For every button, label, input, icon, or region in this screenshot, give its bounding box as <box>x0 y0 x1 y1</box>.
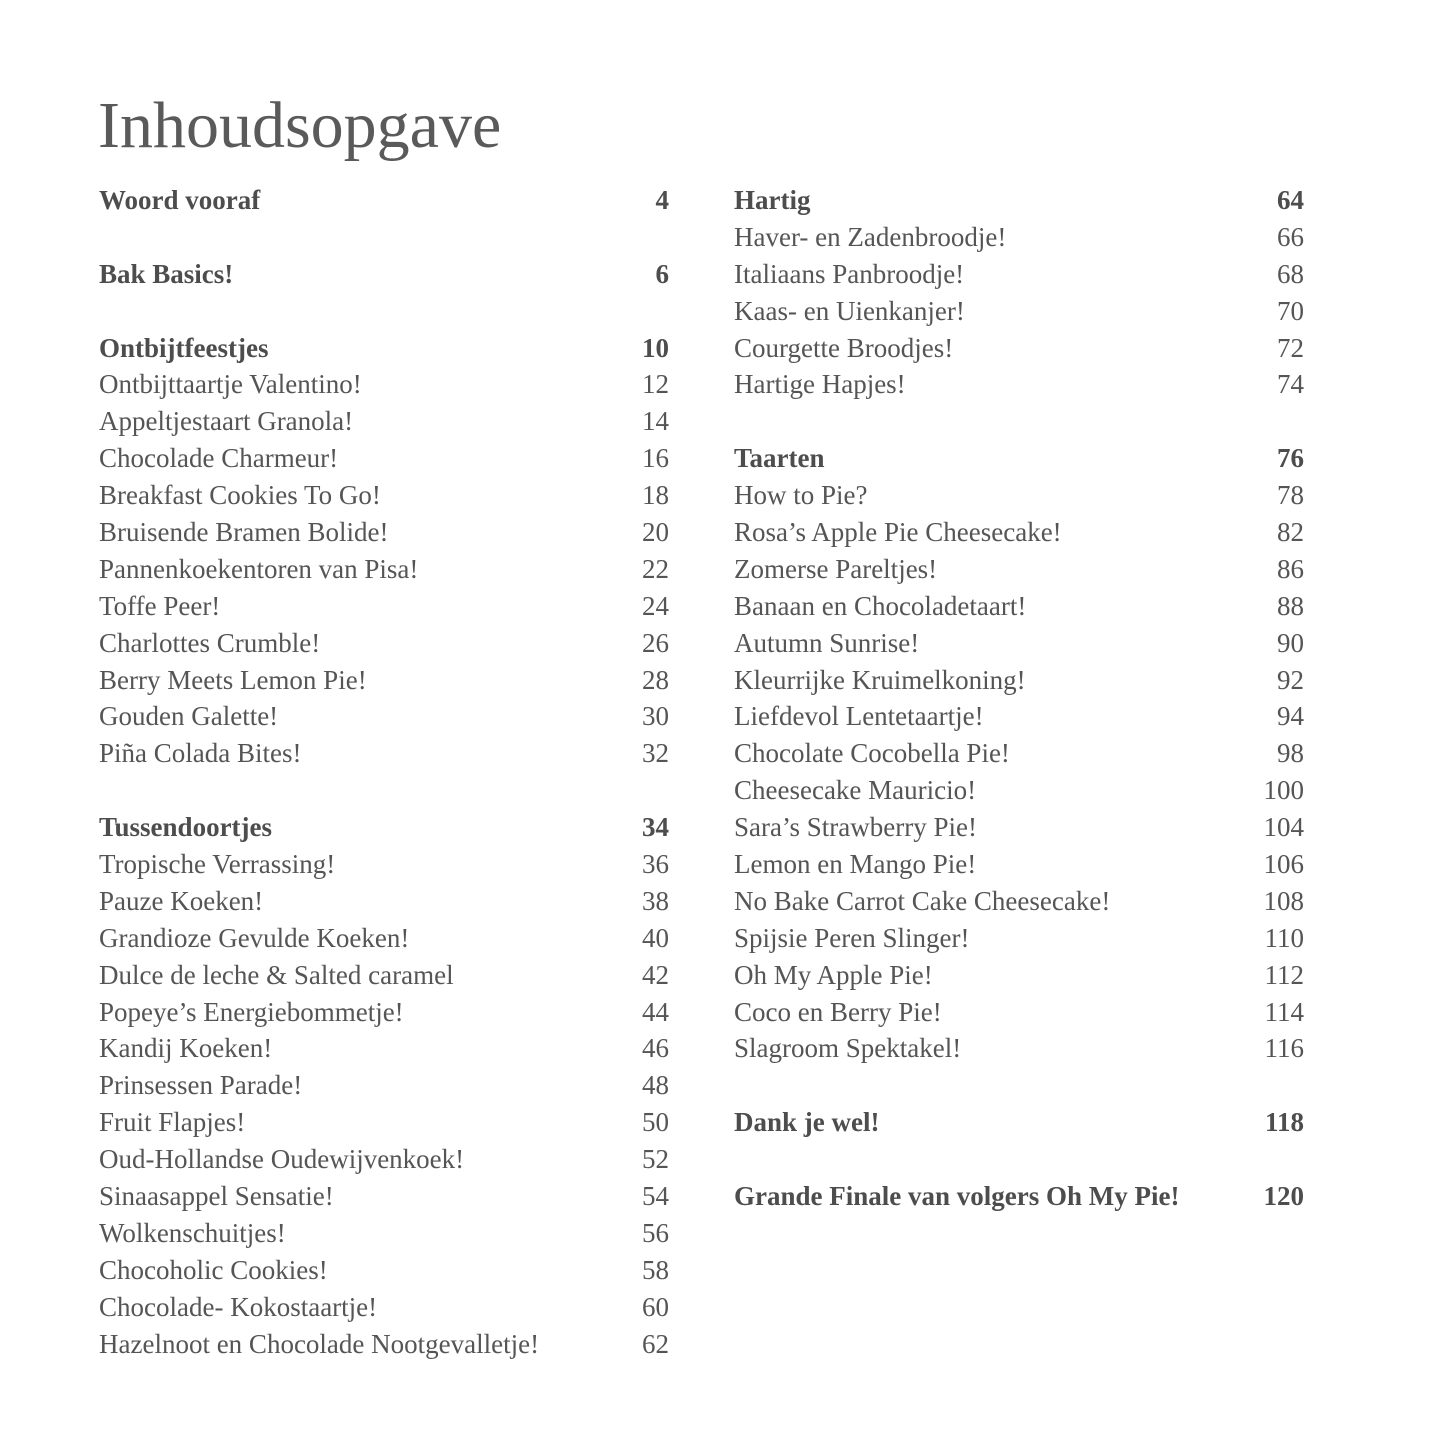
toc-entry-title: Dulce de leche & Salted caramel <box>99 959 454 990</box>
toc-page-number: 112 <box>1264 959 1304 990</box>
toc-entry-title: Bak Basics! <box>99 258 234 289</box>
toc-entry <box>99 846 669 883</box>
toc-page-number: 20 <box>642 517 669 548</box>
toc-entry <box>734 1030 1304 1067</box>
toc-entry <box>99 477 669 514</box>
toc-entry <box>99 1030 669 1067</box>
toc-page-number: 68 <box>1277 258 1304 289</box>
toc-page-number: 62 <box>642 1328 669 1359</box>
toc-entry-title: Tussendoortjes <box>99 812 273 843</box>
toc-section-heading <box>734 1104 1304 1141</box>
toc-page-number: 66 <box>1277 221 1304 252</box>
toc-entry <box>734 514 1304 551</box>
toc-page-number: 98 <box>1277 738 1304 769</box>
toc-entry <box>99 1289 669 1326</box>
toc-entry-title: Italiaans Panbroodje! <box>734 258 965 289</box>
toc-entry-title: Chocolade- Kokostaartje! <box>99 1291 378 1322</box>
toc-entry-title: Grande Finale van volgers Oh My Pie! <box>734 1181 1180 1212</box>
toc-entry-title: Bruisende Bramen Bolide! <box>99 517 389 548</box>
toc-page-number: 10 <box>642 332 669 363</box>
toc-entry <box>99 1067 669 1104</box>
toc-entry <box>99 1326 669 1363</box>
toc-section-heading <box>734 182 1304 219</box>
toc-entry-title: Rosa’s Apple Pie Cheesecake! <box>734 517 1062 548</box>
toc-entry <box>99 994 669 1031</box>
toc-page-number: 30 <box>642 701 669 732</box>
toc-page-number: 104 <box>1263 812 1304 843</box>
toc-page-number: 4 <box>655 185 669 215</box>
toc-entry-title: Tropische Verrassing! <box>99 849 336 880</box>
page-title: Inhoudsopgave <box>98 89 502 162</box>
toc-page-number: 90 <box>1277 627 1304 658</box>
toc-entry-title: Pauze Koeken! <box>99 885 264 916</box>
toc-entry <box>99 1178 669 1215</box>
toc-entry <box>734 551 1304 588</box>
toc-entry <box>734 772 1304 809</box>
toc-entry <box>99 514 669 551</box>
toc-page-number: 82 <box>1277 517 1304 548</box>
toc-entry-title: Chocolade Charmeur! <box>99 443 339 474</box>
toc-page-number: 56 <box>642 1217 669 1248</box>
toc-entry <box>734 293 1304 330</box>
toc-page-number: 92 <box>1277 664 1304 695</box>
toc-entry-title: Oud-Hollandse Oudewijvenkoek! <box>99 1144 465 1175</box>
toc-entry-title: Gouden Galette! <box>99 701 279 732</box>
toc-entry-title: Chocolate Cocobella Pie! <box>734 738 1010 769</box>
toc-page-number: 100 <box>1263 775 1304 806</box>
toc-entry-title: Sara’s Strawberry Pie! <box>734 812 977 843</box>
toc-entry-title: Cheesecake Mauricio! <box>734 775 977 806</box>
toc-entry-title: Lemon en Mango Pie! <box>734 849 977 880</box>
toc-page-number: 44 <box>642 996 669 1027</box>
toc-entry-title: Haver- en Zadenbroodje! <box>734 221 1007 252</box>
toc-entry <box>734 994 1304 1031</box>
toc-spacer <box>99 772 669 809</box>
toc-entry <box>99 588 669 625</box>
toc-page-number: 72 <box>1277 332 1304 363</box>
toc-page-number: 18 <box>642 480 669 511</box>
toc-entry <box>734 366 1304 403</box>
toc-entry <box>99 698 669 735</box>
toc-entry-title: Taarten <box>734 443 825 474</box>
toc-entry-title: Hartige Hapjes! <box>734 369 906 400</box>
toc-page-number: 34 <box>642 812 669 843</box>
toc-spacer <box>734 403 1304 440</box>
toc-entry-title: Coco en Berry Pie! <box>734 996 942 1027</box>
toc-page-number: 76 <box>1277 443 1304 474</box>
toc-page-number: 74 <box>1277 369 1304 400</box>
toc-entry-title: How to Pie? <box>734 480 868 511</box>
toc-entry <box>99 440 669 477</box>
toc-entry-title: Kandij Koeken! <box>99 1033 273 1064</box>
toc-entry-title: Chocoholic Cookies! <box>99 1254 328 1285</box>
toc-page-number: 42 <box>642 959 669 990</box>
toc-entry <box>99 1104 669 1141</box>
toc-entry-title: Dank je wel! <box>734 1107 880 1138</box>
toc-entry <box>99 1215 669 1252</box>
toc-entry-title: Courgette Broodjes! <box>734 332 954 363</box>
toc-page-number: 108 <box>1263 885 1304 916</box>
toc-entry <box>734 625 1304 662</box>
toc-entry <box>99 883 669 920</box>
toc-page-number: 58 <box>642 1254 669 1285</box>
toc-entry-title: Prinsessen Parade! <box>99 1070 303 1101</box>
toc-entry-title: Zomerse Pareltjes! <box>734 553 938 584</box>
toc-left-column <box>99 182 669 1363</box>
toc-entry <box>734 219 1304 256</box>
toc-page-number: 52 <box>642 1144 669 1175</box>
toc-entry-title: Liefdevol Lentetaartje! <box>734 701 984 732</box>
toc-entry <box>99 920 669 957</box>
toc-section-heading <box>99 330 669 367</box>
toc-spacer <box>734 1141 1304 1178</box>
toc-entry <box>734 256 1304 293</box>
toc-entry-title: Kaas- en Uienkanjer! <box>734 295 965 326</box>
toc-page-number: 14 <box>642 406 669 437</box>
toc-entry <box>734 698 1304 735</box>
toc-entry <box>99 957 669 994</box>
toc-entry-title: Sinaasappel Sensatie! <box>99 1181 334 1212</box>
toc-entry-title: Wolkenschuitjes! <box>99 1217 286 1248</box>
toc-page-number: 120 <box>1263 1181 1304 1212</box>
toc-right-column <box>734 182 1304 1215</box>
toc-section-heading <box>99 256 669 293</box>
toc-entry-title: Pannenkoekentoren van Pisa! <box>99 553 419 584</box>
toc-entry <box>734 330 1304 367</box>
toc-entry-title: Spijsie Peren Slinger! <box>734 922 970 953</box>
toc-page-number: 48 <box>642 1070 669 1101</box>
toc-entry-title: Appeltjestaart Granola! <box>99 406 354 437</box>
toc-entry-title: Grandioze Gevulde Koeken! <box>99 922 410 953</box>
toc-entry-title: Ontbijtfeestjes <box>99 332 269 363</box>
toc-page-number: 50 <box>642 1107 669 1138</box>
toc-page-number: 86 <box>1277 553 1304 584</box>
toc-page-number: 64 <box>1277 185 1304 215</box>
toc-page-number: 118 <box>1264 1107 1304 1138</box>
toc-entry <box>99 1141 669 1178</box>
toc-entry-title: Fruit Flapjes! <box>99 1107 246 1138</box>
toc-entry-title: Piña Colada Bites! <box>99 738 302 769</box>
toc-entry <box>99 1252 669 1289</box>
toc-entry-title: Kleurrijke Kruimelkoning! <box>734 664 1026 695</box>
toc-entry-title: Breakfast Cookies To Go! <box>99 480 381 511</box>
toc-entry <box>99 551 669 588</box>
toc-entry <box>99 366 669 403</box>
toc-entry-title: Hartig <box>734 185 811 215</box>
toc-page-number: 40 <box>642 922 669 953</box>
toc-section-heading <box>99 182 669 219</box>
toc-entry <box>99 662 669 699</box>
toc-entry <box>734 588 1304 625</box>
toc-page-number: 94 <box>1277 701 1304 732</box>
toc-page-number: 110 <box>1264 922 1304 953</box>
toc-entry-title: Ontbijttaartje Valentino! <box>99 369 362 400</box>
toc-entry <box>99 735 669 772</box>
toc-entry <box>734 477 1304 514</box>
toc-page-number: 22 <box>642 553 669 584</box>
toc-entry <box>99 625 669 662</box>
toc-page-number: 46 <box>642 1033 669 1064</box>
toc-page-number: 16 <box>642 443 669 474</box>
toc-entry-title: Oh My Apple Pie! <box>734 959 933 990</box>
toc-entry-title: Berry Meets Lemon Pie! <box>99 664 367 695</box>
toc-entry <box>734 846 1304 883</box>
toc-spacer <box>99 219 669 256</box>
toc-section-heading <box>99 809 669 846</box>
toc-entry-title: Banaan en Chocoladetaart! <box>734 590 1027 621</box>
toc-page-number: 24 <box>642 590 669 621</box>
toc-section-heading <box>734 440 1304 477</box>
toc-entry <box>734 809 1304 846</box>
toc-spacer <box>734 1067 1304 1104</box>
toc-page-number: 26 <box>642 627 669 658</box>
toc-entry-title: Slagroom Spektakel! <box>734 1033 962 1064</box>
toc-entry-title: Charlottes Crumble! <box>99 627 321 658</box>
toc-page-number: 6 <box>655 258 669 289</box>
toc-entry-title: Hazelnoot en Chocolade Nootgevalletje! <box>99 1328 540 1359</box>
toc-page-number: 54 <box>642 1181 669 1212</box>
toc-entry-title: Toffe Peer! <box>99 590 221 621</box>
toc-page-number: 114 <box>1264 996 1304 1027</box>
toc-page-number: 32 <box>642 738 669 769</box>
toc-entry-title: Autumn Sunrise! <box>734 627 920 658</box>
toc-page-number: 12 <box>642 369 669 400</box>
toc-page-number: 36 <box>642 849 669 880</box>
toc-spacer <box>99 293 669 330</box>
toc-page-number: 60 <box>642 1291 669 1322</box>
toc-entry-title: Woord vooraf <box>99 185 261 215</box>
toc-entry <box>734 883 1304 920</box>
toc-page-number: 78 <box>1277 480 1304 511</box>
toc-entry <box>734 735 1304 772</box>
toc-entry <box>734 957 1304 994</box>
toc-section-heading <box>734 1178 1304 1215</box>
toc-entry <box>734 662 1304 699</box>
toc-entry-title: No Bake Carrot Cake Cheesecake! <box>734 885 1111 916</box>
toc-page-number: 38 <box>642 885 669 916</box>
toc-page-number: 28 <box>642 664 669 695</box>
toc-page-number: 70 <box>1277 295 1304 326</box>
toc-entry <box>734 920 1304 957</box>
toc-entry <box>99 403 669 440</box>
toc-page-number: 88 <box>1277 590 1304 621</box>
toc-entry-title: Popeye’s Energiebommetje! <box>99 996 404 1027</box>
toc-page-number: 116 <box>1264 1033 1304 1064</box>
toc-page-number: 106 <box>1263 849 1304 880</box>
